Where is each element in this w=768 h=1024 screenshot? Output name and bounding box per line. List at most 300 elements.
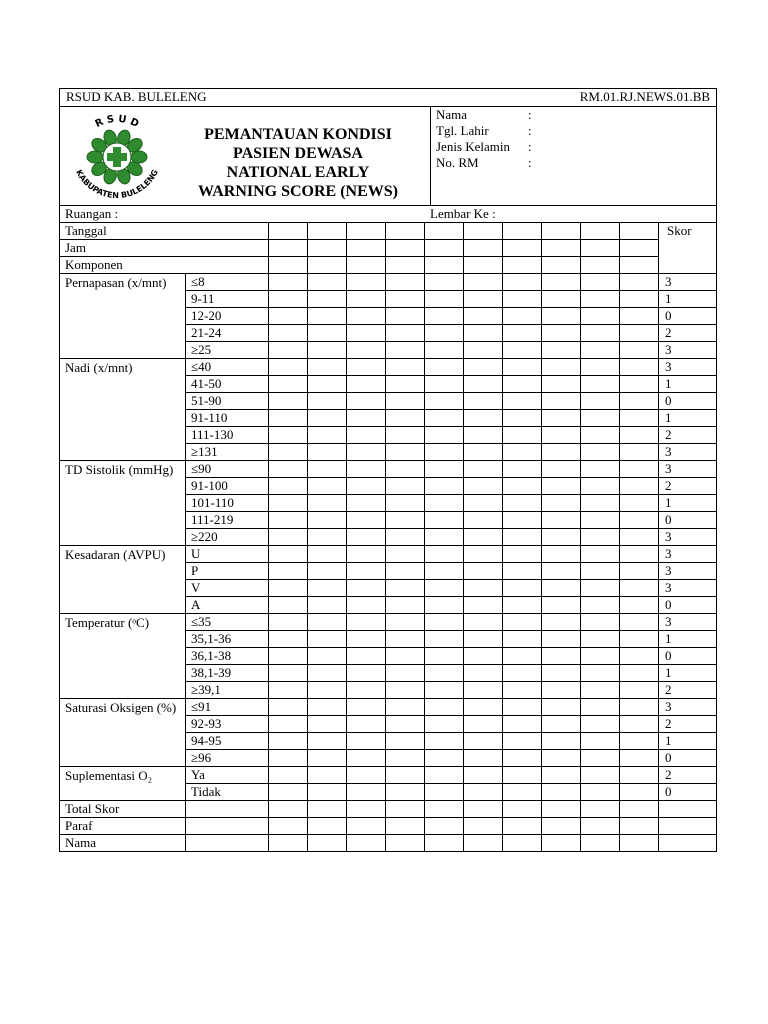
observation-cell[interactable]	[542, 818, 581, 835]
observation-cell[interactable]	[503, 495, 542, 512]
observation-cell[interactable]	[503, 563, 542, 580]
observation-cell[interactable]	[464, 682, 503, 699]
observation-cell[interactable]	[425, 393, 464, 410]
observation-cell[interactable]	[308, 648, 347, 665]
observation-cell[interactable]	[425, 597, 464, 614]
observation-cell[interactable]	[186, 818, 269, 835]
observation-cell[interactable]	[347, 733, 386, 750]
observation-cell[interactable]	[308, 410, 347, 427]
observation-cell[interactable]	[464, 580, 503, 597]
observation-cell[interactable]	[425, 614, 464, 631]
observation-cell[interactable]	[347, 546, 386, 563]
observation-cell[interactable]	[542, 359, 581, 376]
observation-cell[interactable]	[464, 461, 503, 478]
observation-cell[interactable]	[542, 342, 581, 359]
observation-cell[interactable]	[503, 223, 542, 240]
observation-cell[interactable]	[347, 376, 386, 393]
observation-cell[interactable]	[269, 750, 308, 767]
observation-cell[interactable]	[503, 376, 542, 393]
observation-cell[interactable]	[581, 240, 620, 257]
observation-cell[interactable]	[464, 665, 503, 682]
observation-cell[interactable]	[620, 376, 659, 393]
observation-cell[interactable]	[542, 308, 581, 325]
observation-cell[interactable]	[347, 716, 386, 733]
observation-cell[interactable]	[620, 444, 659, 461]
patient-field[interactable]	[436, 107, 717, 123]
patient-field[interactable]	[436, 139, 717, 155]
observation-cell[interactable]	[581, 750, 620, 767]
observation-cell[interactable]	[269, 648, 308, 665]
observation-cell[interactable]	[269, 835, 308, 852]
observation-cell[interactable]	[542, 410, 581, 427]
observation-cell[interactable]	[542, 699, 581, 716]
observation-cell[interactable]	[425, 274, 464, 291]
observation-cell[interactable]	[464, 427, 503, 444]
observation-cell[interactable]	[581, 665, 620, 682]
observation-cell[interactable]	[386, 461, 425, 478]
observation-cell[interactable]	[269, 512, 308, 529]
observation-cell[interactable]	[464, 308, 503, 325]
observation-cell[interactable]	[308, 376, 347, 393]
observation-cell[interactable]	[620, 291, 659, 308]
observation-cell[interactable]	[269, 597, 308, 614]
observation-cell[interactable]	[581, 223, 620, 240]
observation-cell[interactable]	[425, 461, 464, 478]
observation-cell[interactable]	[464, 495, 503, 512]
observation-cell[interactable]	[386, 682, 425, 699]
observation-cell[interactable]	[464, 733, 503, 750]
observation-cell[interactable]	[186, 801, 269, 818]
observation-cell[interactable]	[581, 682, 620, 699]
observation-cell[interactable]	[620, 818, 659, 835]
observation-cell[interactable]	[425, 750, 464, 767]
observation-cell[interactable]	[581, 512, 620, 529]
observation-cell[interactable]	[308, 614, 347, 631]
observation-cell[interactable]	[464, 784, 503, 801]
observation-cell[interactable]	[308, 359, 347, 376]
observation-cell[interactable]	[425, 325, 464, 342]
observation-cell[interactable]	[581, 461, 620, 478]
observation-cell[interactable]	[464, 614, 503, 631]
observation-cell[interactable]	[542, 274, 581, 291]
observation-cell[interactable]	[269, 529, 308, 546]
observation-cell[interactable]	[425, 291, 464, 308]
observation-cell[interactable]	[503, 274, 542, 291]
observation-cell[interactable]	[269, 767, 308, 784]
observation-cell[interactable]	[620, 461, 659, 478]
observation-cell[interactable]	[503, 631, 542, 648]
observation-cell[interactable]	[542, 240, 581, 257]
observation-cell[interactable]	[503, 359, 542, 376]
observation-cell[interactable]	[386, 257, 425, 274]
observation-cell[interactable]	[347, 818, 386, 835]
observation-cell[interactable]	[269, 733, 308, 750]
observation-cell[interactable]	[503, 308, 542, 325]
observation-cell[interactable]	[425, 801, 464, 818]
observation-cell[interactable]	[503, 682, 542, 699]
observation-cell[interactable]	[581, 784, 620, 801]
observation-cell[interactable]	[269, 461, 308, 478]
observation-cell[interactable]	[503, 240, 542, 257]
observation-cell[interactable]	[425, 563, 464, 580]
observation-cell[interactable]	[620, 257, 659, 274]
observation-cell[interactable]	[269, 580, 308, 597]
observation-cell[interactable]	[581, 580, 620, 597]
observation-cell[interactable]	[386, 274, 425, 291]
observation-cell[interactable]	[425, 818, 464, 835]
observation-cell[interactable]	[464, 512, 503, 529]
observation-cell[interactable]	[308, 716, 347, 733]
observation-cell[interactable]	[269, 614, 308, 631]
observation-cell[interactable]	[581, 716, 620, 733]
observation-cell[interactable]	[308, 546, 347, 563]
observation-cell[interactable]	[503, 665, 542, 682]
observation-cell[interactable]	[464, 240, 503, 257]
observation-cell[interactable]	[620, 223, 659, 240]
observation-cell[interactable]	[386, 699, 425, 716]
observation-cell[interactable]	[308, 750, 347, 767]
observation-cell[interactable]	[581, 308, 620, 325]
observation-cell[interactable]	[542, 325, 581, 342]
observation-cell[interactable]	[386, 648, 425, 665]
observation-cell[interactable]	[620, 512, 659, 529]
observation-cell[interactable]	[503, 767, 542, 784]
observation-cell[interactable]	[308, 529, 347, 546]
observation-cell[interactable]	[620, 359, 659, 376]
observation-cell[interactable]	[581, 444, 620, 461]
observation-cell[interactable]	[620, 614, 659, 631]
observation-cell[interactable]	[347, 784, 386, 801]
observation-cell[interactable]	[386, 563, 425, 580]
observation-cell[interactable]	[425, 410, 464, 427]
observation-cell[interactable]	[503, 478, 542, 495]
observation-cell[interactable]	[503, 699, 542, 716]
observation-cell[interactable]	[269, 444, 308, 461]
observation-cell[interactable]	[308, 325, 347, 342]
observation-cell[interactable]	[581, 801, 620, 818]
observation-cell[interactable]	[503, 512, 542, 529]
observation-cell[interactable]	[425, 648, 464, 665]
observation-cell[interactable]	[542, 682, 581, 699]
observation-cell[interactable]	[464, 342, 503, 359]
observation-cell[interactable]	[464, 546, 503, 563]
observation-cell[interactable]	[269, 393, 308, 410]
observation-cell[interactable]	[347, 291, 386, 308]
observation-cell[interactable]	[308, 444, 347, 461]
observation-cell[interactable]	[347, 308, 386, 325]
observation-cell[interactable]	[581, 427, 620, 444]
observation-cell[interactable]	[308, 308, 347, 325]
observation-cell[interactable]	[425, 478, 464, 495]
observation-cell[interactable]	[269, 801, 308, 818]
observation-cell[interactable]	[386, 665, 425, 682]
observation-cell[interactable]	[620, 699, 659, 716]
observation-cell[interactable]	[620, 733, 659, 750]
observation-cell[interactable]	[347, 427, 386, 444]
observation-cell[interactable]	[308, 291, 347, 308]
observation-cell[interactable]	[464, 750, 503, 767]
observation-cell[interactable]	[542, 546, 581, 563]
observation-cell[interactable]	[269, 325, 308, 342]
observation-cell[interactable]	[347, 495, 386, 512]
observation-cell[interactable]	[581, 767, 620, 784]
observation-cell[interactable]	[347, 597, 386, 614]
observation-cell[interactable]	[347, 750, 386, 767]
observation-cell[interactable]	[269, 631, 308, 648]
observation-cell[interactable]	[269, 291, 308, 308]
observation-cell[interactable]	[542, 376, 581, 393]
observation-cell[interactable]	[542, 427, 581, 444]
observation-cell[interactable]	[347, 274, 386, 291]
observation-cell[interactable]	[425, 835, 464, 852]
observation-cell[interactable]	[386, 342, 425, 359]
observation-cell[interactable]	[269, 563, 308, 580]
observation-cell[interactable]	[347, 257, 386, 274]
observation-cell[interactable]	[347, 342, 386, 359]
observation-cell[interactable]	[503, 529, 542, 546]
observation-cell[interactable]	[503, 342, 542, 359]
observation-cell[interactable]	[620, 631, 659, 648]
observation-cell[interactable]	[542, 461, 581, 478]
observation-cell[interactable]	[542, 223, 581, 240]
observation-cell[interactable]	[386, 291, 425, 308]
observation-cell[interactable]	[659, 818, 717, 835]
observation-cell[interactable]	[464, 529, 503, 546]
observation-cell[interactable]	[308, 801, 347, 818]
observation-cell[interactable]	[581, 393, 620, 410]
observation-cell[interactable]	[347, 835, 386, 852]
observation-cell[interactable]	[347, 665, 386, 682]
observation-cell[interactable]	[269, 665, 308, 682]
observation-cell[interactable]	[269, 274, 308, 291]
observation-cell[interactable]	[269, 478, 308, 495]
observation-cell[interactable]	[269, 427, 308, 444]
observation-cell[interactable]	[425, 359, 464, 376]
observation-cell[interactable]	[308, 257, 347, 274]
observation-cell[interactable]	[386, 410, 425, 427]
observation-cell[interactable]	[620, 750, 659, 767]
room-cell[interactable]	[60, 206, 717, 223]
observation-cell[interactable]	[542, 444, 581, 461]
observation-cell[interactable]	[308, 461, 347, 478]
observation-cell[interactable]	[620, 580, 659, 597]
observation-cell[interactable]	[581, 835, 620, 852]
observation-cell[interactable]	[386, 733, 425, 750]
observation-cell[interactable]	[347, 682, 386, 699]
observation-cell[interactable]	[425, 427, 464, 444]
observation-cell[interactable]	[620, 240, 659, 257]
observation-cell[interactable]	[464, 597, 503, 614]
observation-cell[interactable]	[386, 801, 425, 818]
observation-cell[interactable]	[620, 529, 659, 546]
observation-cell[interactable]	[425, 546, 464, 563]
observation-cell[interactable]	[542, 512, 581, 529]
observation-cell[interactable]	[503, 733, 542, 750]
observation-cell[interactable]	[425, 580, 464, 597]
observation-cell[interactable]	[308, 223, 347, 240]
observation-cell[interactable]	[347, 223, 386, 240]
observation-cell[interactable]	[581, 614, 620, 631]
observation-cell[interactable]	[386, 240, 425, 257]
observation-cell[interactable]	[347, 512, 386, 529]
observation-cell[interactable]	[503, 784, 542, 801]
observation-cell[interactable]	[581, 478, 620, 495]
observation-cell[interactable]	[386, 818, 425, 835]
observation-cell[interactable]	[620, 410, 659, 427]
observation-cell[interactable]	[581, 529, 620, 546]
observation-cell[interactable]	[581, 325, 620, 342]
observation-cell[interactable]	[542, 614, 581, 631]
observation-cell[interactable]	[308, 563, 347, 580]
observation-cell[interactable]	[542, 631, 581, 648]
observation-cell[interactable]	[347, 699, 386, 716]
observation-cell[interactable]	[581, 733, 620, 750]
observation-cell[interactable]	[503, 410, 542, 427]
observation-cell[interactable]	[659, 835, 717, 852]
observation-cell[interactable]	[308, 665, 347, 682]
observation-cell[interactable]	[464, 699, 503, 716]
observation-cell[interactable]	[503, 427, 542, 444]
observation-cell[interactable]	[503, 614, 542, 631]
patient-field[interactable]	[436, 155, 717, 171]
observation-cell[interactable]	[503, 393, 542, 410]
observation-cell[interactable]	[386, 784, 425, 801]
observation-cell[interactable]	[464, 325, 503, 342]
observation-cell[interactable]	[269, 699, 308, 716]
observation-cell[interactable]	[620, 801, 659, 818]
observation-cell[interactable]	[503, 648, 542, 665]
observation-cell[interactable]	[503, 546, 542, 563]
observation-cell[interactable]	[503, 750, 542, 767]
observation-cell[interactable]	[464, 410, 503, 427]
observation-cell[interactable]	[386, 325, 425, 342]
observation-cell[interactable]	[425, 223, 464, 240]
observation-cell[interactable]	[269, 308, 308, 325]
observation-cell[interactable]	[464, 274, 503, 291]
observation-cell[interactable]	[581, 274, 620, 291]
observation-cell[interactable]	[425, 767, 464, 784]
observation-cell[interactable]	[464, 444, 503, 461]
observation-cell[interactable]	[620, 597, 659, 614]
observation-cell[interactable]	[620, 325, 659, 342]
observation-cell[interactable]	[347, 359, 386, 376]
observation-cell[interactable]	[503, 444, 542, 461]
observation-cell[interactable]	[503, 835, 542, 852]
observation-cell[interactable]	[308, 733, 347, 750]
observation-cell[interactable]	[503, 325, 542, 342]
observation-cell[interactable]	[425, 308, 464, 325]
observation-cell[interactable]	[269, 818, 308, 835]
observation-cell[interactable]	[386, 546, 425, 563]
observation-cell[interactable]	[581, 631, 620, 648]
observation-cell[interactable]	[347, 614, 386, 631]
observation-cell[interactable]	[308, 818, 347, 835]
observation-cell[interactable]	[347, 631, 386, 648]
observation-cell[interactable]	[620, 546, 659, 563]
observation-cell[interactable]	[386, 478, 425, 495]
observation-cell[interactable]	[620, 393, 659, 410]
observation-cell[interactable]	[464, 223, 503, 240]
observation-cell[interactable]	[542, 291, 581, 308]
observation-cell[interactable]	[542, 529, 581, 546]
observation-cell[interactable]	[581, 563, 620, 580]
observation-cell[interactable]	[308, 682, 347, 699]
observation-cell[interactable]	[620, 478, 659, 495]
observation-cell[interactable]	[347, 648, 386, 665]
observation-cell[interactable]	[308, 240, 347, 257]
observation-cell[interactable]	[308, 631, 347, 648]
observation-cell[interactable]	[386, 835, 425, 852]
observation-cell[interactable]	[464, 376, 503, 393]
observation-cell[interactable]	[186, 835, 269, 852]
observation-cell[interactable]	[347, 410, 386, 427]
observation-cell[interactable]	[542, 835, 581, 852]
observation-cell[interactable]	[269, 359, 308, 376]
observation-cell[interactable]	[308, 512, 347, 529]
observation-cell[interactable]	[464, 716, 503, 733]
observation-cell[interactable]	[581, 376, 620, 393]
observation-cell[interactable]	[347, 767, 386, 784]
observation-cell[interactable]	[581, 410, 620, 427]
observation-cell[interactable]	[464, 359, 503, 376]
observation-cell[interactable]	[620, 716, 659, 733]
observation-cell[interactable]	[464, 631, 503, 648]
patient-field[interactable]	[436, 123, 717, 139]
observation-cell[interactable]	[464, 478, 503, 495]
observation-cell[interactable]	[425, 257, 464, 274]
observation-cell[interactable]	[386, 427, 425, 444]
observation-cell[interactable]	[503, 291, 542, 308]
observation-cell[interactable]	[464, 801, 503, 818]
observation-cell[interactable]	[620, 563, 659, 580]
observation-cell[interactable]	[464, 291, 503, 308]
observation-cell[interactable]	[659, 801, 717, 818]
observation-cell[interactable]	[581, 342, 620, 359]
observation-cell[interactable]	[269, 546, 308, 563]
observation-cell[interactable]	[464, 835, 503, 852]
observation-cell[interactable]	[425, 665, 464, 682]
observation-cell[interactable]	[581, 546, 620, 563]
observation-cell[interactable]	[542, 648, 581, 665]
observation-cell[interactable]	[347, 580, 386, 597]
observation-cell[interactable]	[269, 682, 308, 699]
observation-cell[interactable]	[269, 784, 308, 801]
observation-cell[interactable]	[620, 495, 659, 512]
observation-cell[interactable]	[425, 682, 464, 699]
observation-cell[interactable]	[464, 563, 503, 580]
observation-cell[interactable]	[308, 274, 347, 291]
observation-cell[interactable]	[425, 631, 464, 648]
observation-cell[interactable]	[581, 648, 620, 665]
observation-cell[interactable]	[386, 716, 425, 733]
observation-cell[interactable]	[503, 818, 542, 835]
observation-cell[interactable]	[269, 410, 308, 427]
observation-cell[interactable]	[581, 359, 620, 376]
observation-cell[interactable]	[425, 733, 464, 750]
observation-cell[interactable]	[347, 444, 386, 461]
observation-cell[interactable]	[581, 699, 620, 716]
observation-cell[interactable]	[542, 665, 581, 682]
observation-cell[interactable]	[386, 580, 425, 597]
observation-cell[interactable]	[386, 614, 425, 631]
observation-cell[interactable]	[464, 648, 503, 665]
observation-cell[interactable]	[347, 529, 386, 546]
observation-cell[interactable]	[308, 580, 347, 597]
observation-cell[interactable]	[386, 767, 425, 784]
observation-cell[interactable]	[269, 376, 308, 393]
observation-cell[interactable]	[542, 801, 581, 818]
observation-cell[interactable]	[347, 478, 386, 495]
